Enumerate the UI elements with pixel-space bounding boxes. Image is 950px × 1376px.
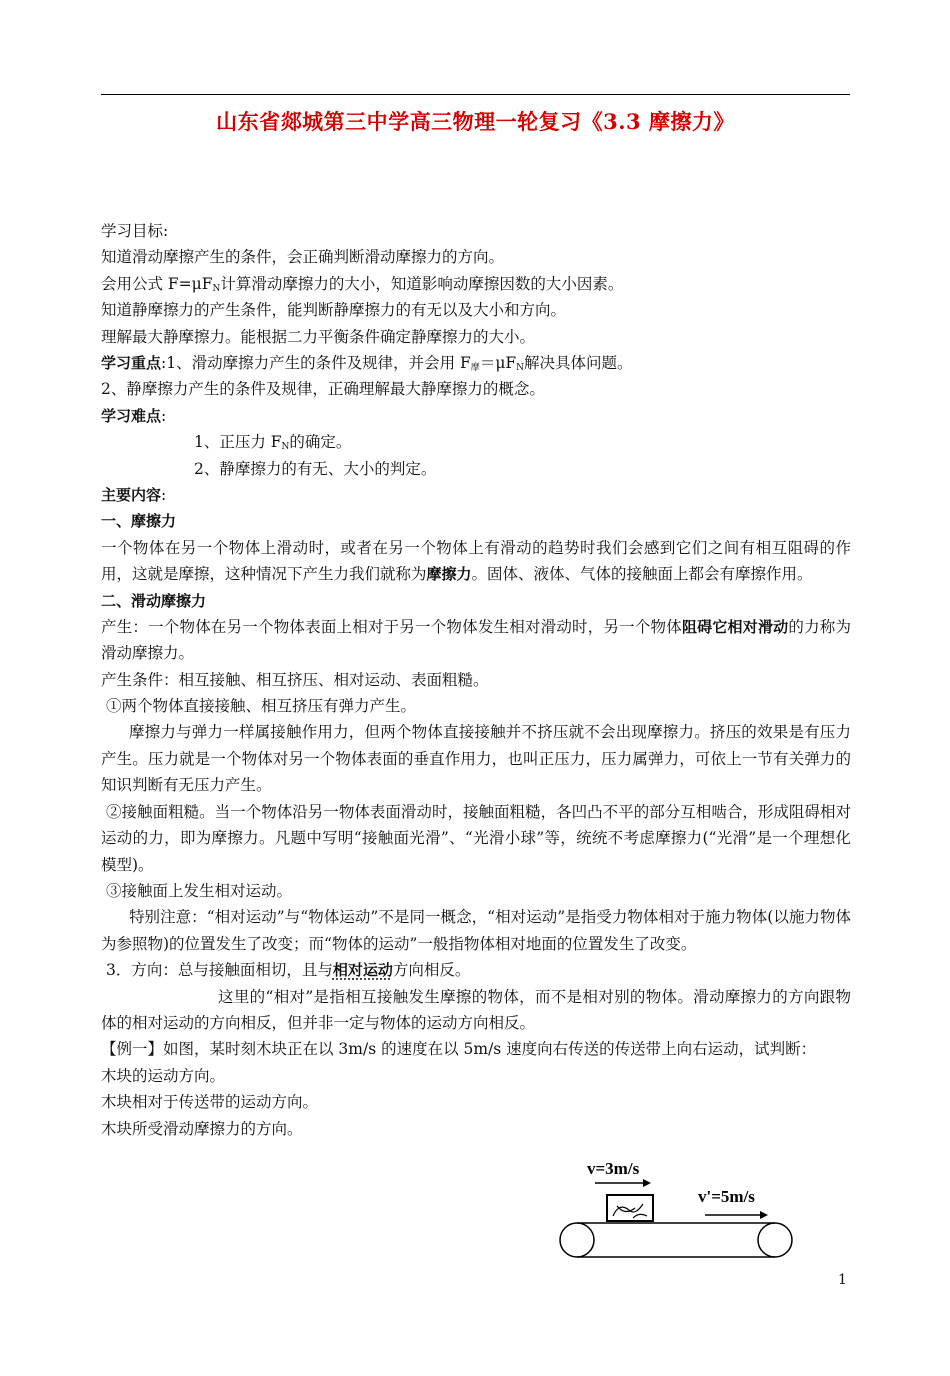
conveyor-belt-figure (555, 1158, 805, 1268)
belt-velocity-label: v'=5m/s (698, 1187, 755, 1206)
section-2-heading: 二、滑动摩擦力 (101, 591, 207, 610)
main-heading-line: 主要内容: (101, 485, 167, 504)
document-body (101, 218, 851, 1142)
note-paragraph: 特别注意：“相对运动”与“物体运动”不是同一概念，“相对运动”是指受力物体相对于施力物体(以施力物体为参照物)的位置发生了改变；而“物体的运动”一般指物体相对地面的位置发生了改变。 (101, 908, 851, 953)
key-point-item: 2、静摩擦力产生的条件及规律，正确理解最大静摩擦力的概念。 (101, 380, 545, 399)
condition-1: ①两个物体直接接触、相互挤压有弹力产生。 (106, 697, 417, 716)
block-velocity-label: v=3m/s (587, 1159, 640, 1178)
conditions-line: 产生条件：相互接触、相互挤压、相对运动、表面粗糙。 (101, 670, 489, 689)
page-title: 山东省郯城第三中学高三物理一轮复习《3.3 摩擦力》 (216, 109, 735, 134)
left-pulley (560, 1223, 594, 1257)
goal-item: 理解最大静摩擦力。能根据二力平衡条件确定静摩擦力的大小。 (101, 327, 536, 346)
direction-line: 3．方向：总与接触面相切，且与相对运动方向相反。 (106, 961, 471, 980)
question-3: 木块所受滑动摩擦力的方向。 (101, 1119, 303, 1138)
page-number: 1 (838, 1272, 847, 1288)
difficulty-item: 1、正压力 $F_N$的确定。 (194, 433, 352, 453)
question-1: 木块的运动方向。 (101, 1066, 226, 1085)
belt-arrow-head (760, 1211, 768, 1219)
goal-item: 知道静摩擦力的产生条件，能判断静摩擦力的有无以及大小和方向。 (101, 301, 567, 320)
goal-item: 知道滑动摩擦产生的条件，会正确判断滑动摩擦力的方向。 (101, 248, 505, 267)
wood-block (607, 1195, 653, 1221)
section-1-paragraph: 一个物体在另一个物体上滑动时，或者在另一个物体上有滑动的趋势时我们会感到它们之间有相互阻碍的作用，这就是摩擦，这种情况下产生力我们就称为摩擦力。固体、液体、气体的接触面上都会有摩擦作用。 (101, 538, 851, 584)
key-points-heading: 学习重点 (101, 353, 162, 372)
question-2: 木块相对于传送带的运动方向。 (101, 1093, 319, 1112)
right-pulley (758, 1223, 792, 1257)
header-rule (101, 94, 850, 95)
block-arrow-head (643, 1179, 651, 1187)
section-2-paragraph: 产生：一个物体在另一个物体表面上相对于另一个物体发生相对滑动时，另一个物体阻碍它相对滑动的力称为滑动摩擦力。 (101, 617, 851, 663)
section-1-heading: 一、摩擦力 (101, 512, 177, 531)
condition-3: ③接触面上发生相对运动。 (106, 881, 293, 900)
condition-2-paragraph: ②接触面粗糙。当一个物体沿另一物体表面滑动时，接触面粗糙，各凹凸不平的部分互相啮合，形成阻碍相对运动的力，即为摩擦力。凡题中写明“接触面光滑”、“光滑小球”等，统统不考虑摩擦力(“光滑”是一个理想化模型)。 (101, 802, 851, 874)
goals-heading: 学习目标: (101, 222, 169, 240)
explain-paragraph: 这里的“相对”是指相互接触发生摩擦的物体，而不是相对别的物体。滑动摩擦力的方向跟物体的相对运动的方向相反，但并非一定与物体的运动方向相反。 (101, 987, 851, 1032)
goal-item-formula: 会用公式 $F=\mu F_N$计算滑动摩擦力的大小，知道影响动摩擦因数的大小因素。 (101, 274, 624, 294)
key-points-line: 学习重点:1、滑动摩擦力产生的条件及规律，并会用 $F_摩=\mu F_N$解决具体问题。 (101, 353, 633, 373)
condition-1-paragraph: 摩擦力与弹力一样属接触作用力，但两个物体直接接触并不挤压就不会出现摩擦力。挤压的效果是有压力产生。压力就是一个物体对另一个物体表面的垂直作用力，也叫正压力，压力属弹力，可依上一节有关弹力的知识判断有无压力产生。 (101, 723, 851, 795)
difficulty-item: 2、静摩擦力的有无、大小的判定。 (194, 459, 437, 478)
difficulties-heading-line: 学习难点: (101, 406, 167, 425)
example-paragraph: 【例一】如图，某时刻木块正在以 3m/s 的速度在以 5m/s 速度向右传送的传送带上向右运动，试判断： (101, 1040, 817, 1059)
